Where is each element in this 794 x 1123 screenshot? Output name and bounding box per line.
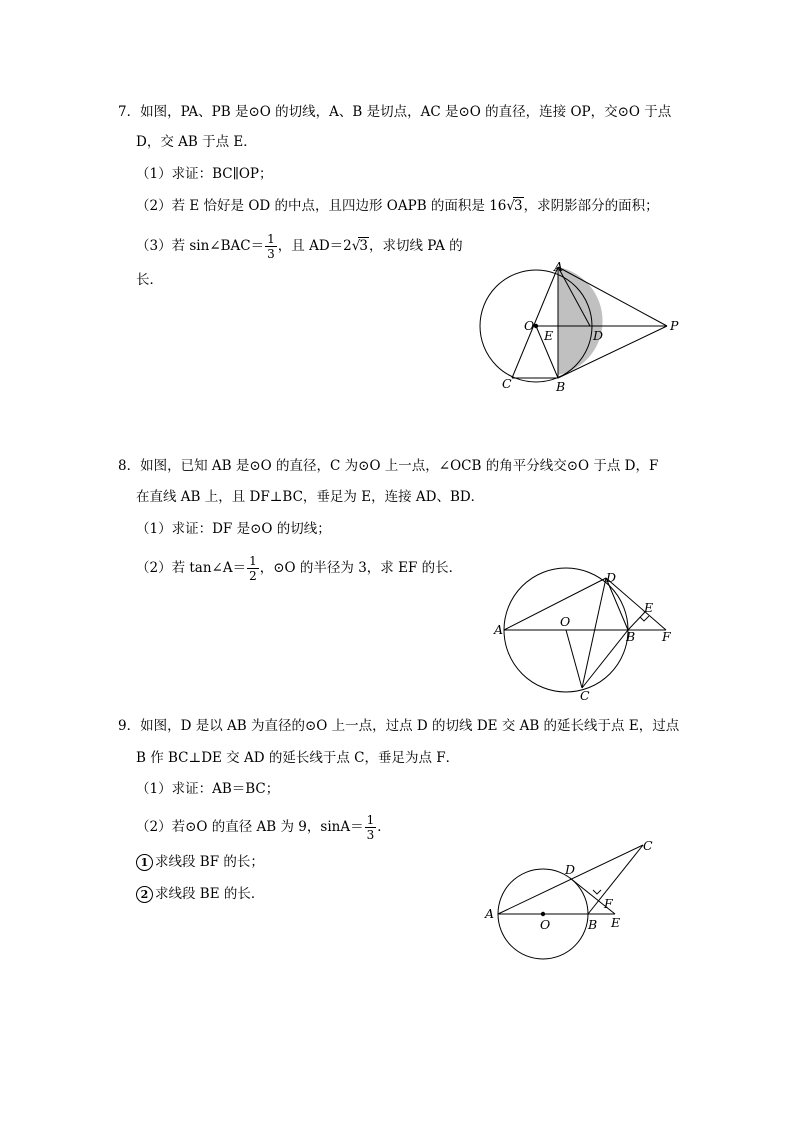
q8-label-E: E — [644, 600, 654, 615]
q7-label-A: A — [554, 259, 564, 274]
q9-sub-1: 1 求线段 BF 的长； — [136, 852, 264, 872]
q8-line-2: 在直线 AB 上，且 DF⊥BC，垂足为 E，连接 AD、BD． — [136, 489, 485, 505]
q7-label-D: D — [593, 328, 604, 343]
q8-label-C: C — [580, 688, 590, 703]
circled-number-2: 2 — [136, 886, 153, 903]
q7-line-1: 7．如图，PA、PB 是⊙O 的切线，A、B 是切点，AC 是⊙O 的直径，连接 OP，交⊙O 于点 — [118, 104, 672, 120]
q9-line-AC — [498, 845, 643, 914]
q9-label-F: F — [604, 896, 613, 911]
q9-label-A: A — [485, 906, 495, 921]
q8-line-1: 8．如图，已知 AB 是⊙O 的直径，C 为⊙O 上一点，∠OCB 的角平分线交⊙O 于点 D，F — [118, 458, 659, 474]
circled-number-1: 1 — [136, 854, 153, 871]
q9-label-D: D — [565, 862, 576, 877]
q9-part-2: （2）若⊙O 的直径 AB 为 9，sinA＝ $\frac{1}{3}$ ． — [136, 813, 391, 842]
q7-part-1: （1）求证：BC∥OP； — [136, 166, 273, 182]
q8-line-BD — [606, 578, 628, 630]
q9-figure — [480, 836, 680, 966]
q7-part-3-end: 长． — [136, 272, 163, 288]
q9-center-dot — [541, 912, 545, 916]
q7-figure — [470, 258, 690, 398]
q8-label-B: B — [626, 629, 636, 644]
q7-label-B: B — [556, 379, 566, 394]
q9-label-E: E — [611, 915, 621, 930]
q8-label-A: A — [494, 622, 504, 637]
q8-label-D: D — [606, 570, 617, 585]
q7-shaded-region — [558, 267, 603, 375]
q7-label-E: E — [544, 328, 554, 343]
q8-line-OC — [566, 630, 582, 688]
q7-line-2: D，交 AB 于点 E． — [136, 134, 257, 150]
q7-fraction: $\frac{1}{3}$ — [267, 232, 275, 261]
q7-part-3: （3）若 sin∠BAC＝ $\frac{1}{3}$ ，且 AD＝2√3，求切线 PA 的 — [136, 232, 463, 261]
q9-right-angle-mark — [593, 890, 601, 894]
q9-label-B: B — [588, 917, 598, 932]
q7-label-C: C — [502, 376, 512, 391]
q9-fraction: $\frac{1}{3}$ — [366, 813, 375, 842]
q8-part-1: （1）求证：DF 是⊙O 的切线； — [136, 521, 331, 537]
q7-label-P: P — [670, 318, 679, 333]
q8-figure — [490, 565, 690, 705]
q8-line-CD — [582, 578, 606, 688]
q9-line-2: B 作 BC⊥DE 交 AD 的延长线于点 C，垂足为点 F． — [136, 750, 460, 766]
q9-sub-2: 2 求线段 BE 的长． — [136, 884, 264, 904]
q9-line-BC — [588, 845, 643, 914]
q8-label-F: F — [662, 629, 671, 644]
q8-label-O: O — [560, 614, 571, 629]
q8-line-AD — [504, 578, 606, 630]
q7-part-2: （2）若 E 恰好是 OD 的中点，且四边形 OAPB 的面积是 16√3，求阴影部分的面积； — [136, 198, 659, 214]
q9-part-1: （1）求证：AB＝BC； — [136, 781, 280, 797]
q7-center-dot — [534, 324, 538, 328]
q8-right-angle-mark — [640, 616, 649, 621]
q8-fraction: $\frac{1}{2}$ — [249, 554, 257, 583]
q7-label-O: O — [524, 318, 535, 333]
q9-label-O: O — [540, 917, 551, 932]
q8-line-BE — [628, 612, 645, 630]
q9-line-1: 9．如图，D 是以 AB 为直径的⊙O 上一点，过点 D 的切线 DE 交 AB 的延长线于点 E，过点 — [118, 718, 680, 734]
q9-label-C: C — [643, 838, 653, 853]
q8-part-2: （2）若 tan∠A＝ $\frac{1}{2}$ ，⊙O 的半径为 3，求 EF 的长． — [136, 554, 463, 583]
